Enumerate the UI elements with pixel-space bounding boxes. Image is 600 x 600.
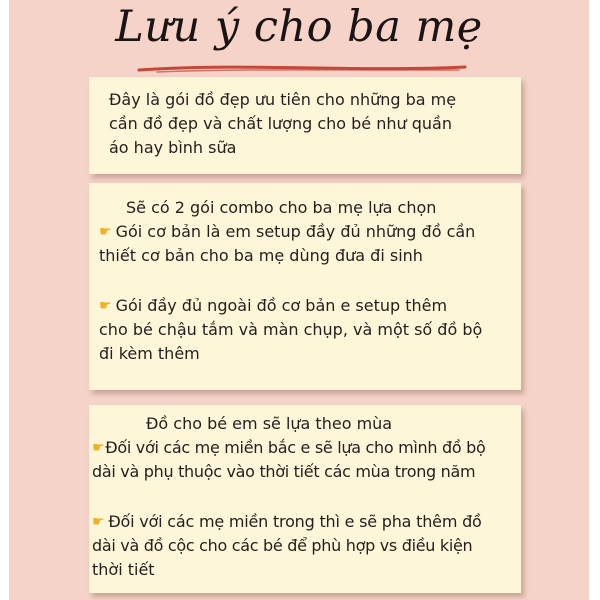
pointing-hand-icon: ☛ <box>92 440 105 456</box>
option2-line-2: cho bé chậu tắm và màn chụp, và một số đồ bộ <box>99 320 483 339</box>
season-heading: Đồ cho bé em sẽ lựa theo mùa <box>146 414 393 433</box>
pointing-hand-icon: ☛ <box>99 298 112 314</box>
poster <box>9 0 589 600</box>
card1-line-2: cần đồ đẹp và chất lượng cho bé như quần <box>109 114 452 133</box>
option1-line-1: ☛ Gói cơ bản là em setup đầy đủ những đồ cần <box>99 222 476 241</box>
option2-line-3: đi kèm thêm <box>99 344 200 363</box>
seasonal-clothes-card <box>89 405 521 593</box>
title-underline <box>137 62 467 76</box>
combo-heading: Sẽ có 2 gói combo cho ba mẹ lựa chọn <box>126 198 437 217</box>
page-title: Lưu ý cho ba mẹ <box>115 2 483 52</box>
combo-options-card <box>89 183 521 390</box>
card1-line-3: áo hay bình sữa <box>109 138 237 157</box>
note1-line-2: dài và phụ thuộc vào thời tiết các mùa trong năm <box>92 462 476 481</box>
note2-line-2: dài và đồ cộc cho các bé để phù hợp vs điều kiện <box>92 536 473 555</box>
option1-line-2: thiết cơ bản cho ba mẹ dùng đưa đi sinh <box>99 246 423 265</box>
note2-line-3: thời tiết <box>92 560 155 579</box>
pointing-hand-icon: ☛ <box>99 224 112 240</box>
card1-line-1: Đây là gói đồ đẹp ưu tiên cho những ba mẹ <box>109 90 457 109</box>
note2-line-1: ☛ Đối với các mẹ miền trong thì e sẽ pha thêm đồ <box>92 512 482 531</box>
pointing-hand-icon: ☛ <box>92 514 105 530</box>
note1-line-1: ☛Đối với các mẹ miền bắc e sẽ lựa cho mình đồ bộ <box>92 438 486 457</box>
option2-line-1: ☛ Gói đầy đủ ngoài đồ cơ bản e setup thêm <box>99 296 448 315</box>
priority-note-card <box>89 77 521 174</box>
